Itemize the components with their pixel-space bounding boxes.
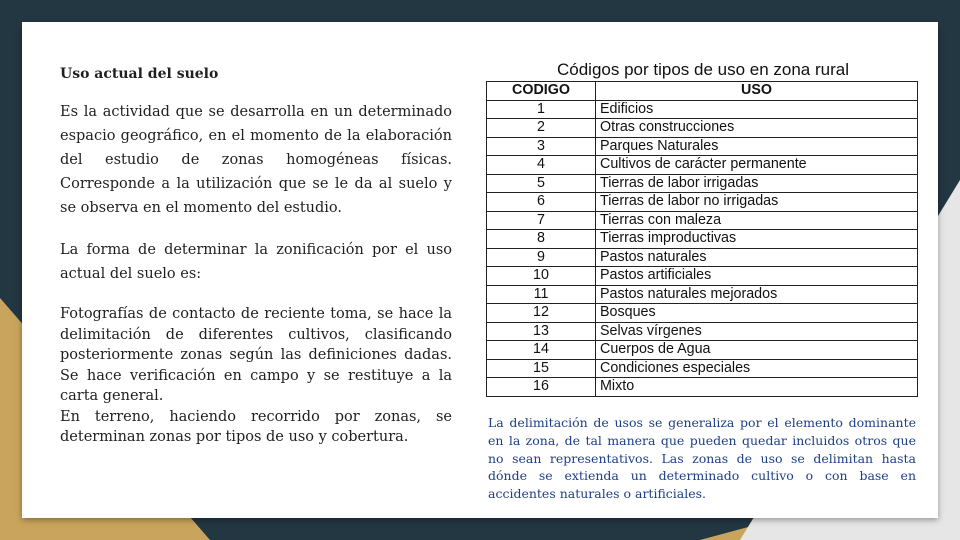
table-row [487, 100, 918, 119]
table-row [487, 359, 918, 378]
definition-paragraph: Es la actividad que se desarrolla en un determinado espacio geográfico, en el momento de la elaboración del estudio de zonas homogéneas físicas. Corresponde a la utilización que se le da al suelo y se observa en el momento del estudio. [60, 104, 452, 216]
uso-cell: Selvas vírgenes [596, 322, 918, 341]
uso-cell: Condiciones especiales [596, 359, 918, 378]
table-header-row [487, 82, 918, 101]
code-cell: 14 [487, 341, 596, 360]
uso-cell: Otras construcciones [596, 119, 918, 138]
table-row [487, 378, 918, 397]
uso-cell: Tierras improductivas [596, 230, 918, 249]
uso-cell: Cultivos de carácter permanente [596, 156, 918, 175]
photos-method-paragraph: Fotografías de contacto de reciente toma, se hace la delimitación de diferentes cultivos, clasificando posteriormente zonas según las definiciones dadas. Se hace verificación en campo y se restituye a la carta general. [60, 306, 452, 404]
left-text-column [60, 66, 452, 448]
uso-cell: Edificios [596, 100, 918, 119]
uso-cell: Pastos naturales [596, 248, 918, 267]
table-row [487, 156, 918, 175]
code-cell: 4 [487, 156, 596, 175]
method-intro-paragraph: La forma de determinar la zonificación por el uso actual del suelo es: [60, 242, 452, 282]
uso-cell: Pastos artificiales [596, 267, 918, 286]
table-row [487, 193, 918, 212]
code-cell: 12 [487, 304, 596, 323]
table-row [487, 304, 918, 323]
table-row [487, 230, 918, 249]
table-row [487, 267, 918, 286]
code-cell: 5 [487, 174, 596, 193]
table-row [487, 322, 918, 341]
table-row [487, 119, 918, 138]
code-cell: 7 [487, 211, 596, 230]
table-title: Códigos por tipos de uso en zona rural [556, 60, 849, 79]
code-cell: 6 [487, 193, 596, 212]
code-cell: 11 [487, 285, 596, 304]
uso-cell: Tierras de labor no irrigadas [596, 193, 918, 212]
table-row [487, 174, 918, 193]
table-row [487, 341, 918, 360]
header-codigo: CODIGO [487, 82, 596, 101]
field-method-paragraph: En terreno, haciendo recorrido por zonas, se determinan zonas por tipos de uso y cobertura. [60, 408, 452, 445]
code-cell: 9 [487, 248, 596, 267]
table-row [487, 211, 918, 230]
code-cell: 16 [487, 378, 596, 397]
code-cell: 2 [487, 119, 596, 138]
codes-table [486, 81, 918, 397]
uso-cell: Parques Naturales [596, 137, 918, 156]
header-uso: USO [596, 82, 918, 101]
table-body [487, 100, 918, 396]
table-row [487, 285, 918, 304]
uso-cell: Mixto [596, 378, 918, 397]
slide-card [22, 22, 938, 518]
table-row [487, 248, 918, 267]
delimitation-note: La delimitación de usos se generaliza por el elemento dominante en la zona, de tal manera que pueden quedar incluidos otros que no sean representativos. Las zonas de uso se delimitan hasta dónde se extienda un determinado cultivo o con base en accidentes naturales o artificiales. [488, 415, 916, 502]
uso-cell: Pastos naturales mejorados [596, 285, 918, 304]
section-heading: Uso actual del suelo [60, 66, 219, 82]
uso-cell: Bosques [596, 304, 918, 323]
code-cell: 8 [487, 230, 596, 249]
table-row [487, 137, 918, 156]
code-cell: 1 [487, 100, 596, 119]
uso-cell: Tierras con maleza [596, 211, 918, 230]
uso-cell: Cuerpos de Agua [596, 341, 918, 360]
uso-cell: Tierras de labor irrigadas [596, 174, 918, 193]
code-cell: 3 [487, 137, 596, 156]
code-cell: 10 [487, 267, 596, 286]
code-cell: 15 [487, 359, 596, 378]
code-cell: 13 [487, 322, 596, 341]
